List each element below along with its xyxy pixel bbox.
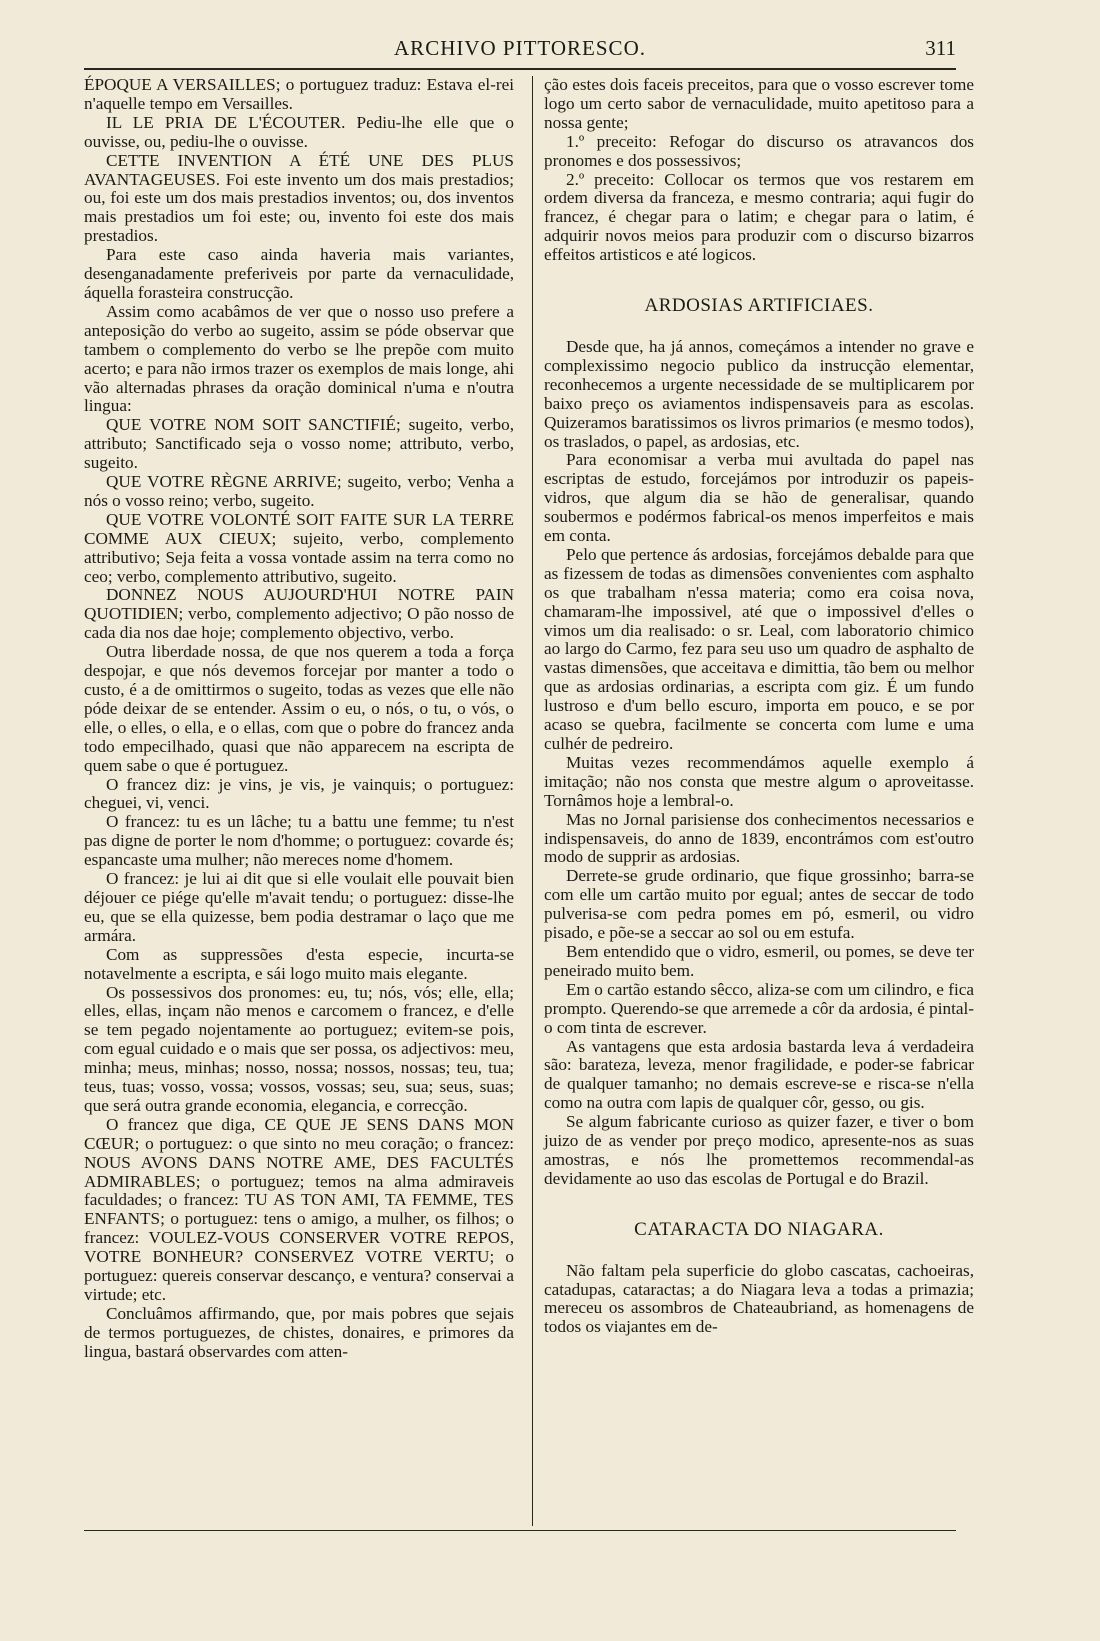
paragraph: Não faltam pela superficie do globo cascatas, cachoeiras, catadupas, cataractas; a do Niagara leva a todas a primazia; mereceu os assombros de Chateaubriand, as homenagens de todos os viajantes em de-	[544, 1260, 974, 1337]
paragraph: IL LE PRIA DE L'ÉCOUTER. Pediu-lhe elle que o ouvisse, ou, pediu-lhe o ouvisse.	[84, 112, 514, 151]
paragraph: 1.º preceito: Refogar do discurso os atravancos dos pronomes e dos possessivos;	[544, 131, 974, 170]
paragraph: Assim como acabâmos de ver que o nosso uso prefere a anteposição do verbo ao sugeito, assim se póde observar que tambem o complemento do verbo se lhe prepõe com muito acerto; e para não irmos trazer os exemplos de mais longe, ahi vão alternadas phrases da oração dominical n'uma e n'outra lingua:	[84, 301, 514, 416]
paragraph: Com as suppressões d'esta especie, incurta-se notavelmente a escripta, e sái logo muito mais elegante.	[84, 944, 514, 983]
paragraph: Se algum fabricante curioso as quizer fazer, e tiver o bom juizo de as vender por preço modico, apresente-nos as suas amostras, e nós lhe promettemos recommendal-as devidamente ao uso das escolas de Portugal e do Brazil.	[544, 1112, 974, 1188]
paragraph: QUE VOTRE VOLONTÉ SOIT FAITE SUR LA TERRE COMME AUX CIEUX; sujeito, verbo, complemento attributivo; Seja feita a vossa vontade assim na terra como no ceo; verbo, complemento attributivo, sugeito.	[84, 509, 514, 586]
right-column	[532, 76, 974, 1337]
paragraph: DONNEZ NOUS AUJOURD'HUI NOTRE PAIN QUOTIDIEN; verbo, complemento adjectivo; O pão nosso de cada dia nos dae hoje; complemento objectivo, verbo.	[84, 585, 514, 643]
paragraph: O francez diz: je vins, je vis, je vainquis; o portuguez: cheguei, vi, venci.	[84, 774, 514, 813]
paragraph: Para este caso ainda haveria mais variantes, desenganadamente preferiveis por parte da vernaculidade, áquella forasteira construcção.	[84, 245, 514, 302]
paragraph: Muitas vezes recommendámos aquelle exemplo á imitação; não nos consta que mestre algum o aproveitasse. Tornâmos hoje a lembral-o.	[544, 752, 974, 810]
section-heading-ardosias: ARDOSIAS ARTIFICIAES.	[644, 295, 874, 317]
section-heading-niagara: CATARACTA DO NIAGARA.	[634, 1218, 884, 1240]
paragraph: Outra liberdade nossa, de que nos querem a toda a força despojar, e que nós devemos forcejar por manter a todo o custo, é a de omittirmos o sugeito, todas as vezes que elle não póde deixar de se entender. Assim o eu, o nós, o tu, o vós, o elle, o elles, o ella, e o ellas, com que o pobre do francez anda todo empecilhado, quasi que não apparecem na escripta de quem sabe o que é portuguez.	[84, 642, 514, 775]
page-header	[84, 34, 956, 70]
paragraph: QUE VOTRE NOM SOIT SANCTIFIÉ; sugeito, verbo, attributo; Sanctificado seja o vosso nome; attributo, verbo, sugeito.	[84, 415, 514, 473]
paragraph: O francez que diga, CE QUE JE SENS DANS MON CŒUR; o portuguez: o que sinto no meu coração; o francez: NOUS AVONS DANS NOTRE AME, DES FACULTÉS ADMIRABLES; o portuguez; temos na alma admiraveis faculdades; o francez: TU AS TON AMI, TA FEMME, TES ENFANTS; o portuguez: tens o amigo, a mulher, os filhos; o francez: VOULEZ-VOUS CONSERVER VOTRE REPOS, VOTRE BONHEUR? CONSERVEZ VOTRE VERTU; o portuguez: quereis conservar descanço, e ventura? conservai a virtude; etc.	[84, 1114, 514, 1304]
paragraph: Pelo que pertence ás ardosias, forcejámos debalde para que as fizessem de todas as dimensões convenientes com asphalto os que trabalham n'essa materia; como era coisa nova, chamaram-lhe impossivel, até que o impossivel d'elles o vimos um dia realisado: o sr. Leal, com laboratorio chimico ao largo do Carmo, fez para seu uso um quadro de asphalto de vastas dimensões, que acceitava e dimittia, tão bem ou melhor que as ardosias ordinarias, a escripta com giz. É um fundo lustroso e d'um bello escuro, importa em pouco, e se por acaso se quebra, facilmente se concerta com lume e uma culhér de pedreiro.	[544, 544, 974, 753]
paragraph: Os possessivos dos pronomes: eu, tu; nós, vós; elle, ella; elles, ellas, inçam não menos e carcomem o francez, e d'elle se tem pegado nojentamente ao portuguez; evitem-se pois, com egual cuidado e o mais que ser possa, os adjectivos: meu, minha; meus, minhas; nosso, nossa; nossos, nossas; teu, tua; teus, tuas; vosso, vossa; vossos, vossas; seu, sua; seus, suas; que será outra grande economia, elegancia, e correcção.	[84, 982, 514, 1115]
paragraph: CETTE INVENTION A ÉTÉ UNE DES PLUS AVANTAGEUSES. Foi este invento um dos mais prestadios; ou, foi este um dos mais prestadios inventos; ou, dos inventos mais prestadios um foi este; ou, invento foi este dos mais prestadios.	[84, 150, 514, 246]
bottom-rule	[84, 1530, 956, 1531]
paragraph: As vantagens que esta ardosia bastarda leva á verdadeira são: barateza, leveza, menor fragilidade, e poder-se fabricar de qualquer tamanho; no demais escreve-se e risca-se n'ella como na outra com lapis de qualquer côr, gesso, ou gis.	[544, 1036, 974, 1113]
paragraph: QUE VOTRE RÈGNE ARRIVE; sugeito, verbo; Venha a nós o vosso reino; verbo, sugeito.	[84, 472, 514, 510]
paragraph: Desde que, ha já annos, começámos a intender no grave e complexissimo negocio publico da instrucção elementar, reconhecemos a urgente necessidade de se multiplicarem por baixo preço os aviamentos indispensaveis para as escolas. Quizeramos baratissimos os livros primarios (e mesmo todos), os traslados, o papel, as ardosias, etc.	[544, 336, 974, 451]
paragraph: O francez: je lui ai dit que si elle voulait elle pouvait bien déjouer ce piége qu'elle m'avait tendu; o portuguez: disse-lhe eu, que se ella quizesse, bem podia destramar o laço que me armára.	[84, 869, 514, 945]
paragraph: Concluâmos affirmando, que, por mais pobres que sejais de termos portuguezes, de chistes, donaires, e primores da lingua, bastará observardes com atten-	[84, 1303, 514, 1361]
publication-title: ARCHIVO PITTORESCO.	[394, 36, 646, 60]
paragraph: Para economisar a verba mui avultada do papel nas escriptas de estudo, forcejámos por introduzir os papeis-vidros, que algum dia se hão de generalisar, quando soubermos e podérmos fabrical-os menos imperfeitos e mais em conta.	[544, 450, 974, 546]
paragraph: 2.º preceito: Collocar os termos que vos restarem em ordem diversa da franceza, e mesmo contraria; aqui fugir do francez, é chegar para o latim; e chegar para o latim, é adquirir novos meios para produzir com o discurso bizarros effeitos artisticos e até logicos.	[544, 169, 974, 265]
paragraph: Derrete-se grude ordinario, que fique grossinho; barra-se com elle um cartão muito por egual; antes de seccar de todo pulverisa-se com pedra pomes em pó, esmeril, ou vidro pisado, e põe-se a seccar ao sol ou em estufa.	[544, 866, 974, 943]
page-number: 311	[925, 36, 956, 60]
paragraph: Em o cartão estando sêcco, aliza-se com um cilindro, e fica prompto. Querendo-se que arremede a côr da ardosia, é pintal-o com tinta de escrever.	[544, 979, 974, 1037]
paragraph: ção estes dois faceis preceitos, para que o vosso escrever tome logo um certo sabor de vernaculidade, muito apetitoso para a nossa gente;	[544, 75, 974, 132]
paragraph: Bem entendido que o vidro, esmeril, ou pomes, se deve ter peneirado muito bem.	[544, 941, 974, 980]
left-column	[84, 76, 514, 1362]
paragraph: Mas no Jornal parisiense dos conhecimentos necessarios e indispensaveis, do anno de 1839, encontrámos com est'outro modo de supprir as ardosias.	[544, 809, 974, 867]
paragraph: ÉPOQUE A VERSAILLES; o portuguez traduz: Estava el-rei n'aquelle tempo em Versailles.	[84, 75, 514, 113]
paragraph: O francez: tu es un lâche; tu a battu une femme; tu n'est pas digne de porter le nom d'homme; o portuguez: covarde és; espancaste uma mulher; não mereces nome d'homem.	[84, 812, 514, 870]
